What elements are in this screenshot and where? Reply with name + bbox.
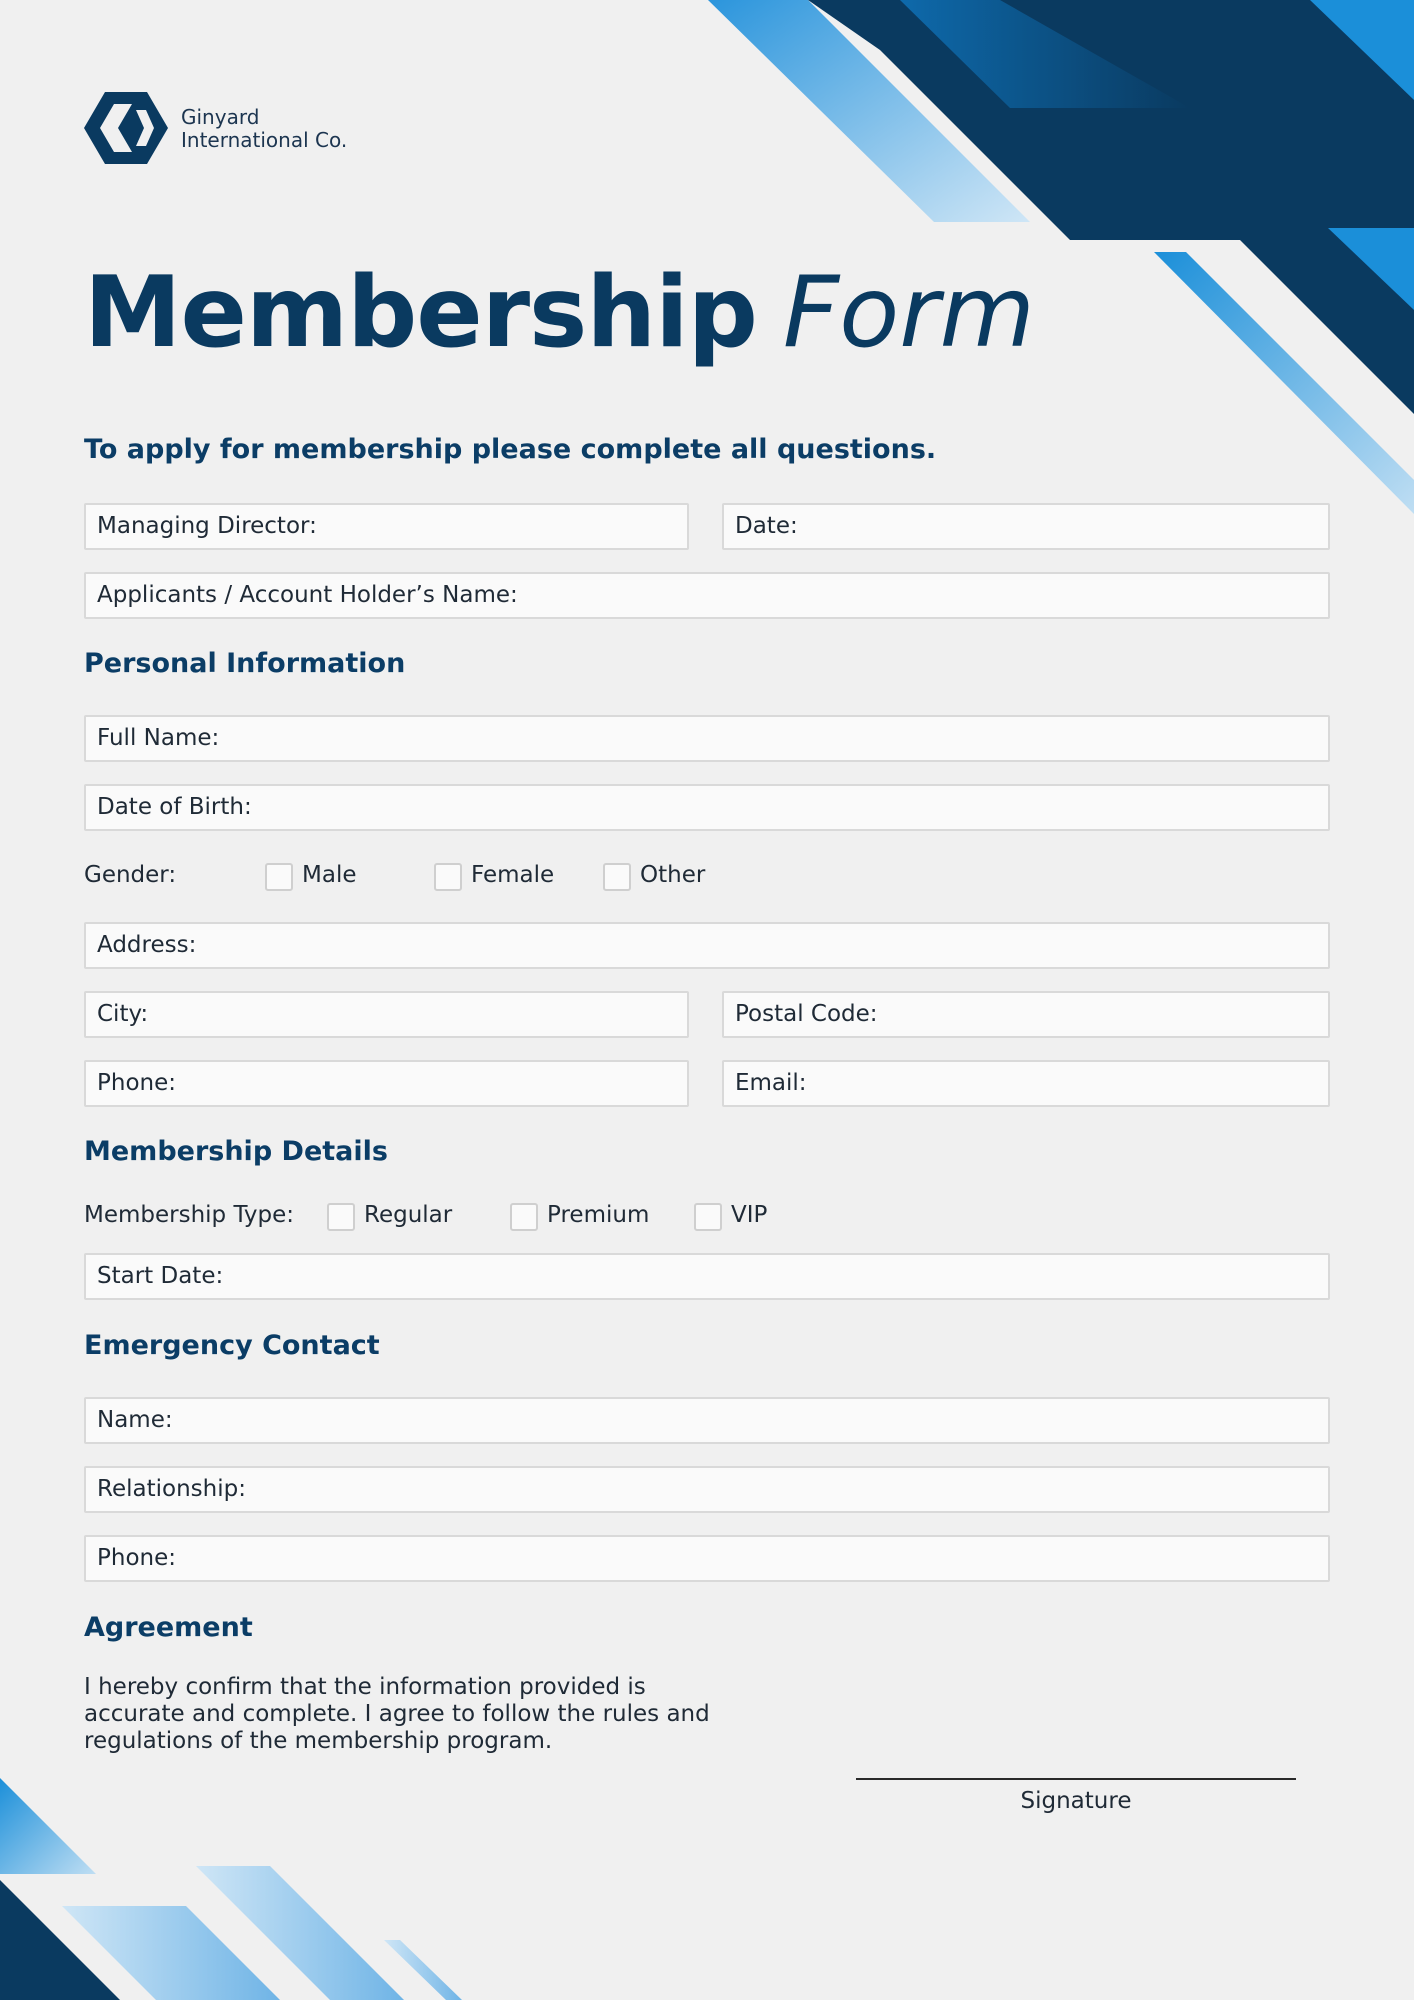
gender-label: Gender:	[84, 862, 177, 888]
page-title	[84, 258, 1035, 368]
gender-female-checkbox[interactable]	[434, 863, 462, 891]
signature-label: Signature	[1020, 1788, 1132, 1814]
brand-name	[181, 106, 347, 152]
membership-premium-label: Premium	[547, 1202, 650, 1228]
managing-director-field[interactable]: Managing Director:	[84, 503, 689, 550]
date-field[interactable]: Date:	[722, 503, 1330, 550]
full-name-field[interactable]: Full Name:	[84, 715, 1330, 762]
brand-name-line1: Ginyard	[181, 105, 260, 129]
brand-name-line2: International Co.	[181, 128, 348, 152]
postal-code-field[interactable]: Postal Code:	[722, 991, 1330, 1038]
membership-premium-checkbox[interactable]	[510, 1203, 538, 1231]
phone-field[interactable]: Phone:	[84, 1060, 689, 1107]
membership-vip-checkbox[interactable]	[694, 1203, 722, 1231]
address-field[interactable]: Address:	[84, 922, 1330, 969]
city-field[interactable]: City:	[84, 991, 689, 1038]
form-instructions: To apply for membership please complete all questions.	[84, 434, 937, 465]
gender-other-checkbox[interactable]	[603, 863, 631, 891]
deco-bottom-light-band-3	[384, 1940, 462, 2000]
start-date-field[interactable]: Start Date:	[84, 1253, 1330, 1300]
title-bold: Membership	[84, 256, 757, 370]
membership-regular-checkbox[interactable]	[327, 1203, 355, 1231]
membership-vip-label: VIP	[731, 1202, 768, 1228]
agreement-text: I hereby confirm that the information provided is accurate and complete. I agree to follow the rules and regulations of the membership program.	[84, 1674, 710, 1754]
emergency-name-field[interactable]: Name:	[84, 1397, 1330, 1444]
date-of-birth-field[interactable]: Date of Birth:	[84, 784, 1330, 831]
membership-details-heading: Membership Details	[84, 1136, 388, 1167]
signature-line[interactable]	[856, 1778, 1296, 1780]
gender-male-label: Male	[302, 862, 357, 888]
gender-other-label: Other	[640, 862, 706, 888]
email-field[interactable]: Email:	[722, 1060, 1330, 1107]
company-logo-icon	[84, 92, 168, 164]
emergency-contact-heading: Emergency Contact	[84, 1330, 380, 1361]
membership-regular-label: Regular	[364, 1202, 453, 1228]
gender-female-label: Female	[471, 862, 555, 888]
agreement-heading: Agreement	[84, 1612, 253, 1643]
deco-bottom-blue-triangle	[0, 1778, 96, 1874]
applicant-name-field[interactable]: Applicants / Account Holder’s Name:	[84, 572, 1330, 619]
emergency-relationship-field[interactable]: Relationship:	[84, 1466, 1330, 1513]
emergency-phone-field[interactable]: Phone:	[84, 1535, 1330, 1582]
membership-type-label: Membership Type:	[84, 1202, 295, 1228]
personal-information-heading: Personal Information	[84, 648, 406, 679]
title-light: Form	[782, 256, 1035, 370]
gender-male-checkbox[interactable]	[265, 863, 293, 891]
